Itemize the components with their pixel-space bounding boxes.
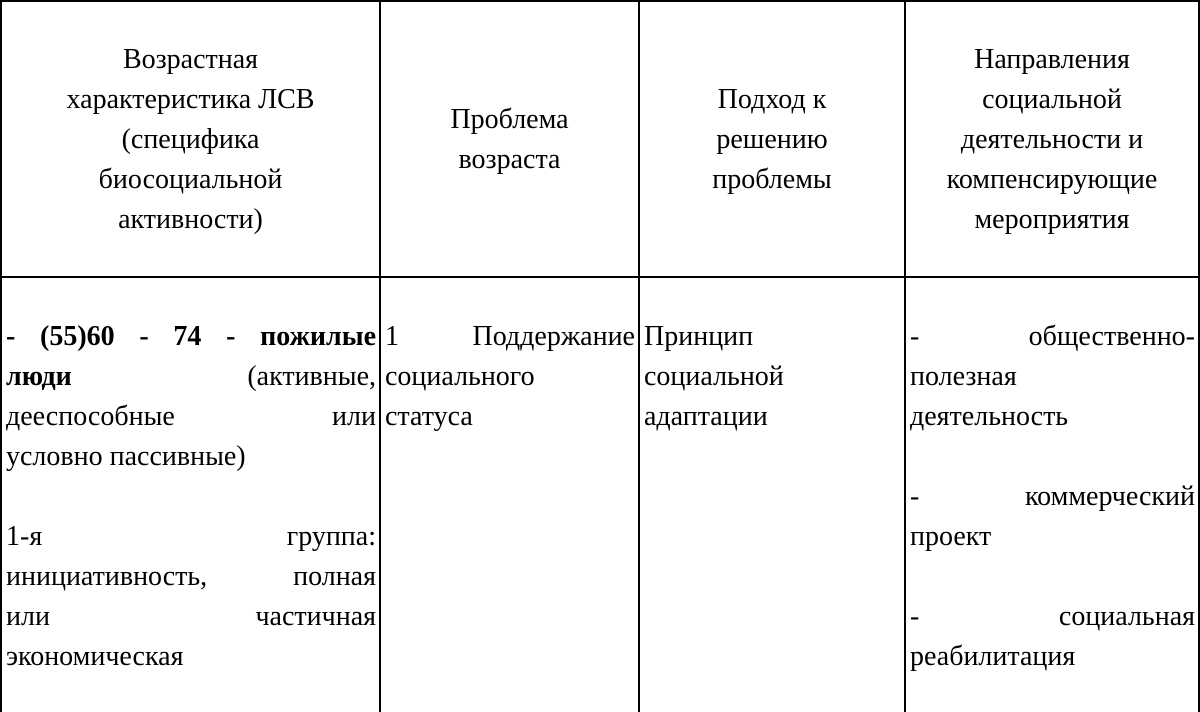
body-line: социальной xyxy=(644,361,784,392)
dash-mark: - xyxy=(910,481,920,512)
age-group-label: люди xyxy=(6,361,72,392)
age-group-label: пожилые xyxy=(260,321,377,352)
body-line xyxy=(6,317,376,357)
body-text: или xyxy=(6,601,50,632)
header-cell-approach xyxy=(640,80,904,200)
body-text: или xyxy=(332,401,376,432)
header-text: мероприятия xyxy=(974,204,1130,235)
body-line: условно пассивные) xyxy=(6,441,246,472)
body-text: коммерческий xyxy=(1024,481,1195,512)
dash-mark: - xyxy=(910,321,920,352)
dash-mark: - xyxy=(910,601,920,632)
body-line xyxy=(6,557,376,597)
body-line: экономическая xyxy=(6,641,184,672)
header-text: Подход к xyxy=(717,84,827,115)
header-cell-age-problem xyxy=(381,100,638,180)
header-cell-age-characteristic xyxy=(2,40,379,240)
body-line: Принцип xyxy=(644,321,754,352)
body-cell-age-characteristic xyxy=(6,317,376,677)
header-row-divider xyxy=(0,276,1200,278)
body-text: социальная xyxy=(1058,601,1195,632)
body-text: 1 xyxy=(385,321,399,352)
header-text: биосоциальной xyxy=(98,164,283,195)
body-line: адаптации xyxy=(644,401,768,432)
header-text: (специфика xyxy=(121,124,260,155)
body-text: Поддержание xyxy=(472,321,635,352)
body-text: (активные, xyxy=(247,361,376,392)
body-cell-age-problem xyxy=(385,317,635,437)
header-text: активности) xyxy=(118,204,263,235)
header-text: возраста xyxy=(458,144,561,175)
body-line: полезная xyxy=(910,361,1017,392)
body-text: 1-я xyxy=(6,521,43,552)
body-line: деятельность xyxy=(910,401,1069,432)
body-cell-directions xyxy=(910,317,1195,677)
body-text: общественно- xyxy=(1028,321,1195,352)
body-line xyxy=(910,317,1195,357)
body-text: группа: xyxy=(286,521,376,552)
header-text: деятельности и xyxy=(960,124,1144,155)
body-line xyxy=(6,357,376,397)
body-line xyxy=(385,317,635,357)
table-border-top xyxy=(0,0,1200,2)
paragraph-gap xyxy=(910,437,1195,477)
body-line xyxy=(6,397,376,437)
body-text: дееспособные xyxy=(6,401,175,432)
age-range: (55)60 - 74 - xyxy=(40,321,236,352)
header-cell-directions xyxy=(906,40,1198,240)
body-line xyxy=(910,597,1195,637)
body-line xyxy=(6,517,376,557)
paragraph-gap xyxy=(6,477,376,517)
header-text: социальной xyxy=(982,84,1122,115)
body-line: социального xyxy=(385,361,535,392)
body-line: реабилитация xyxy=(910,641,1076,672)
header-text: характеристика ЛСВ xyxy=(66,84,315,115)
header-text: компенсирующие xyxy=(946,164,1158,195)
header-text: решению xyxy=(716,124,828,155)
body-line: статуса xyxy=(385,401,473,432)
body-text: частичная xyxy=(255,601,376,632)
body-cell-approach xyxy=(644,317,902,437)
body-line: проект xyxy=(910,521,992,552)
header-text: Проблема xyxy=(450,104,569,135)
body-line xyxy=(910,477,1195,517)
dash-mark: - xyxy=(6,321,16,352)
header-text: Направления xyxy=(974,44,1130,75)
body-text: инициативность, xyxy=(6,561,208,592)
body-text: полная xyxy=(293,561,376,592)
header-text: проблемы xyxy=(712,164,832,195)
header-text: Возрастная xyxy=(122,44,259,75)
paragraph-gap xyxy=(910,557,1195,597)
body-line xyxy=(6,597,376,637)
